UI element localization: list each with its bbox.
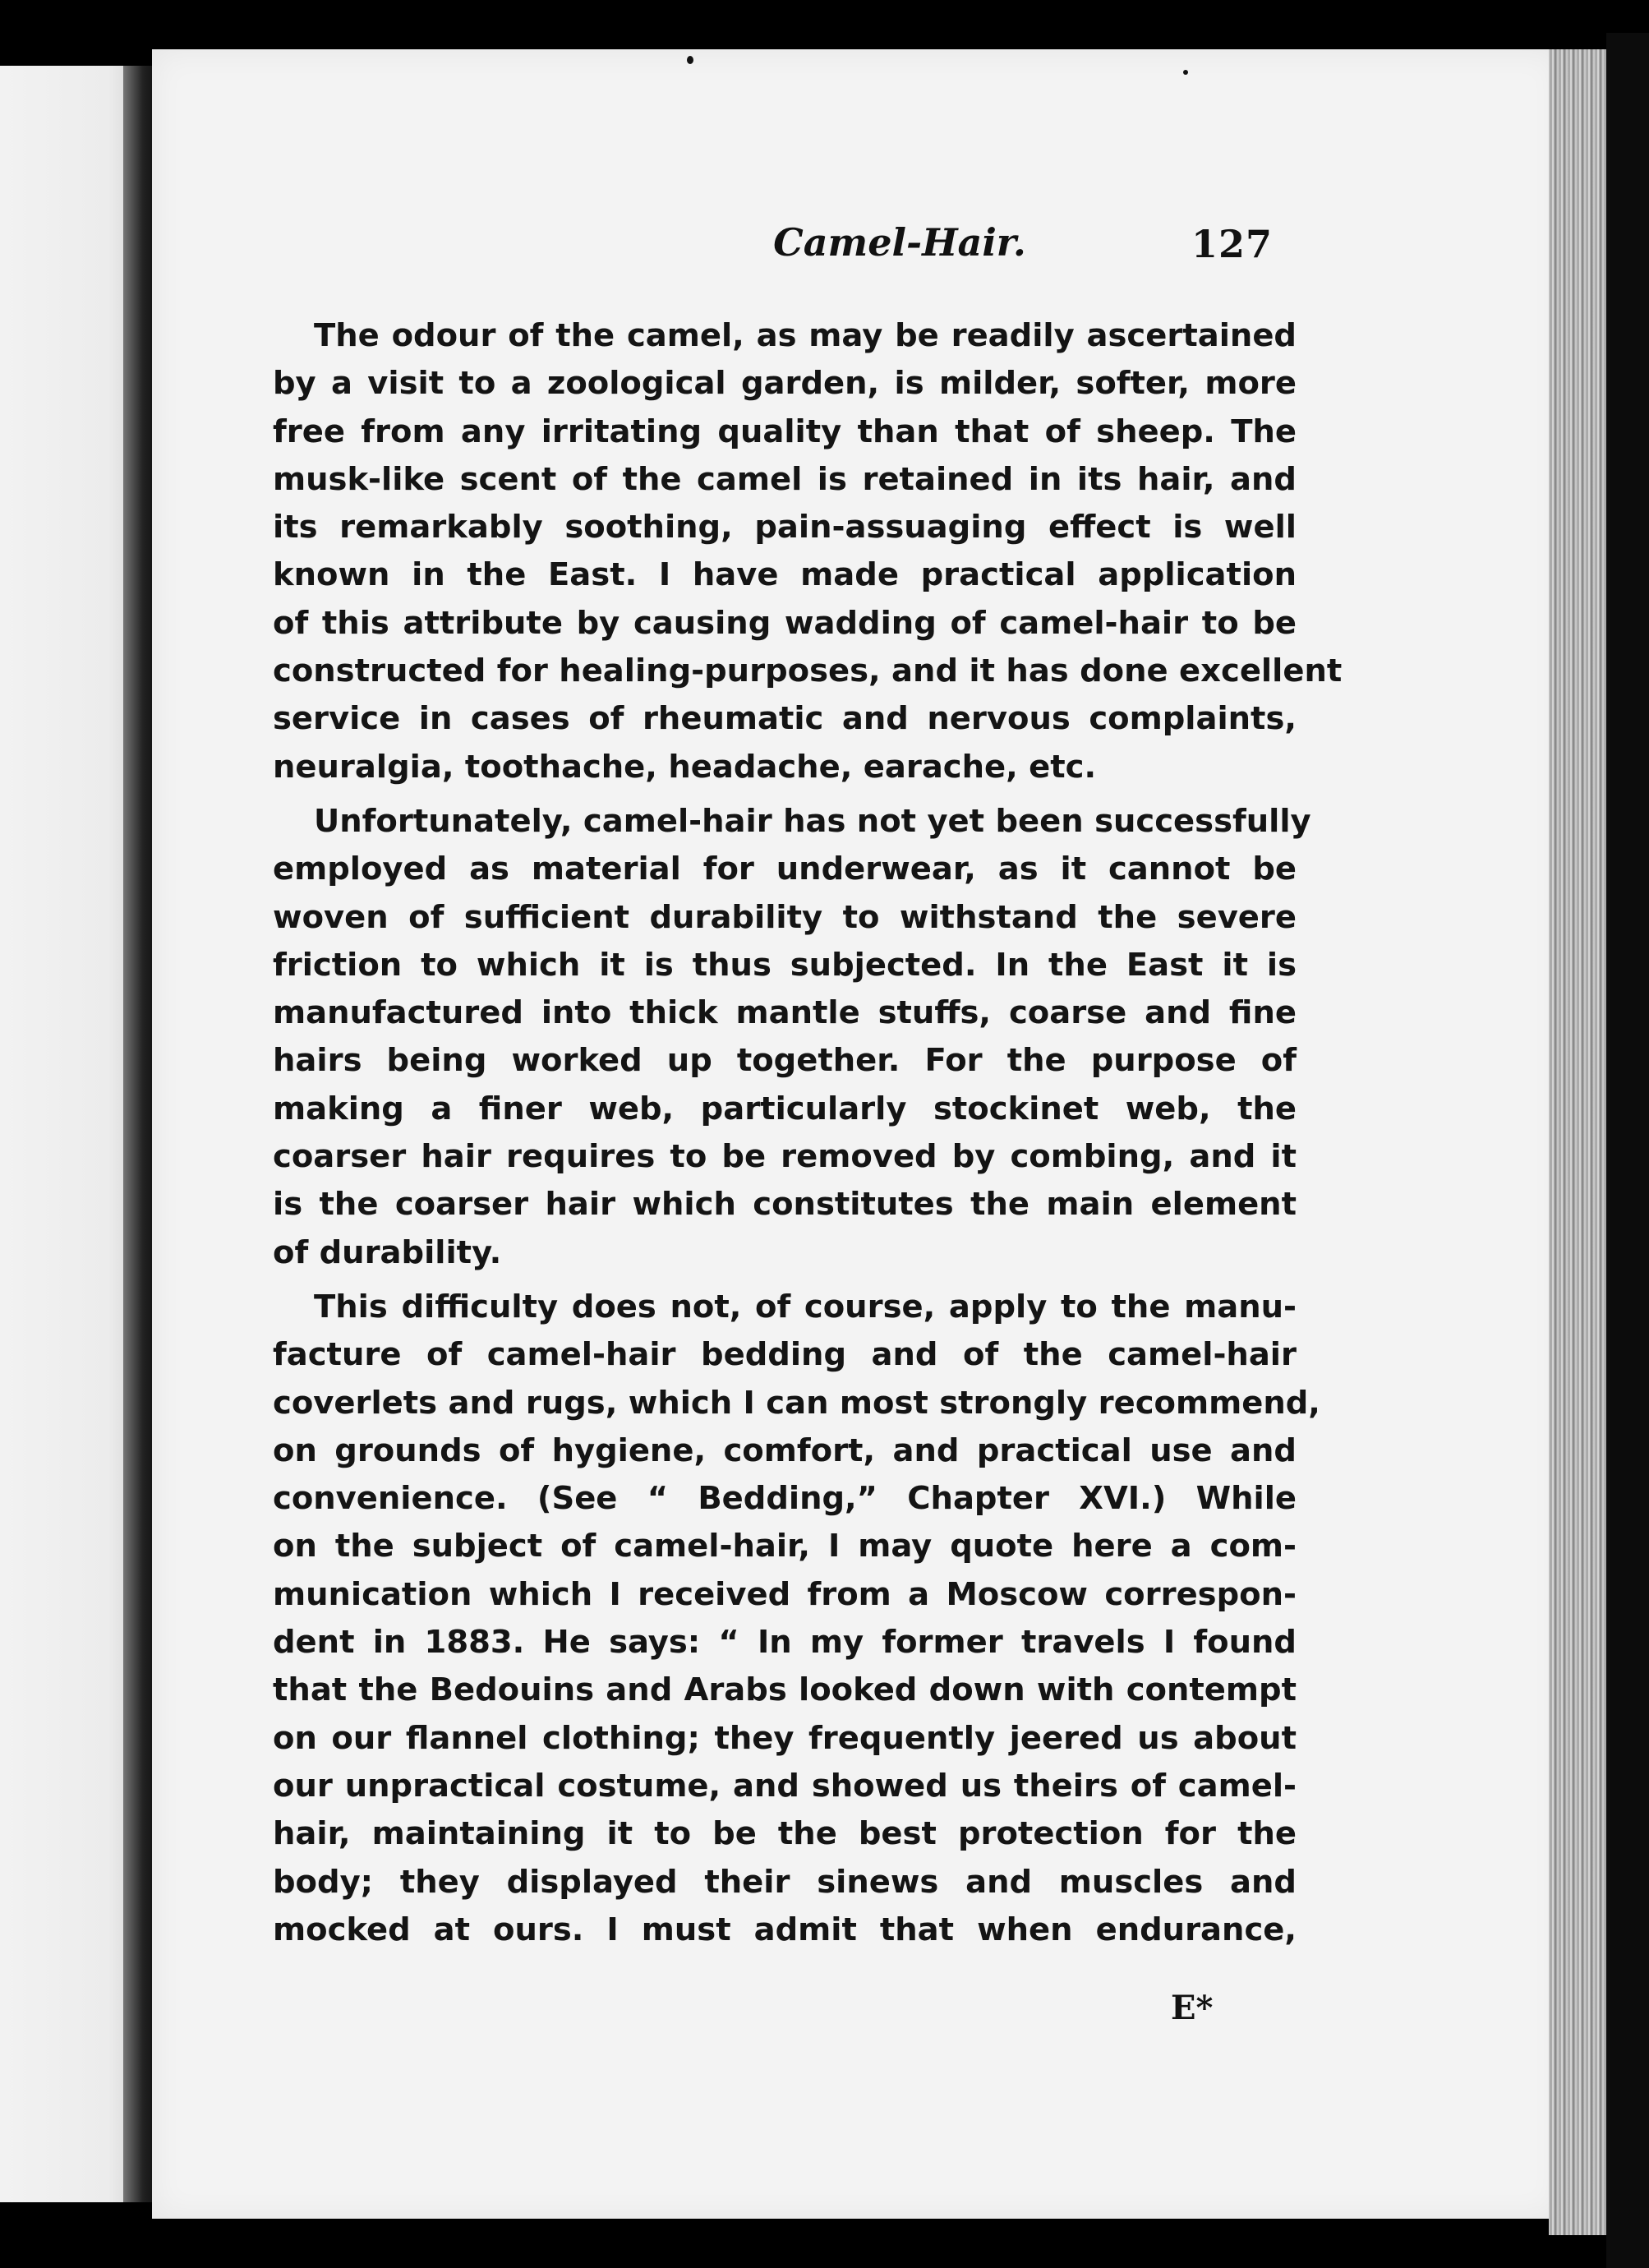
text-line: its remarkably soothing, pain-assuaging effect is well — [273, 509, 1297, 546]
text-line: neuralgia, toothache, headache, earache, etc. — [273, 748, 1097, 786]
text-line: on the subject of camel-hair, I may quote here a com- — [273, 1528, 1297, 1565]
text-line: manufactured into thick mantle stuffs, coarse and fine — [273, 994, 1297, 1032]
text-line: by a visit to a zoological garden, is milder, softer, more — [273, 365, 1297, 403]
text-line: Unfortunately, camel-hair has not yet been successfully — [314, 802, 1311, 840]
body-text — [273, 312, 1343, 1961]
previous-page-edge — [0, 66, 136, 2202]
text-line: friction to which it is thus subjected. In the East it is — [273, 946, 1297, 984]
ink-speck — [1183, 70, 1188, 75]
text-line: coverlets and rugs, which I can most strongly recommend, — [273, 1384, 1320, 1422]
signature-mark: E* — [1171, 1989, 1214, 2027]
paragraph-3 — [273, 1284, 1320, 1954]
paragraph-2 — [273, 798, 1311, 1277]
text-line: woven of sufficient durability to withstand the severe — [273, 898, 1297, 936]
text-line: This difficulty does not, of course, apply to the manu- — [314, 1288, 1297, 1325]
gutter-shadow — [123, 66, 156, 2202]
text-line: musk-like scent of the camel is retained in its hair, and — [273, 460, 1297, 498]
scan-border — [1606, 33, 1649, 2268]
text-line: making a finer web, particularly stockinet web, the — [273, 1090, 1297, 1127]
text-line: dent in 1883. He says: “ In my former travels I found — [273, 1624, 1297, 1662]
running-title: Camel-Hair. — [773, 220, 1026, 265]
text-line: free from any irritating quality than that of sheep. The — [273, 413, 1297, 450]
paragraph-1 — [273, 312, 1343, 791]
text-line: hairs being worked up together. For the purpose of — [273, 1042, 1297, 1080]
text-line: mocked at ours. I must admit that when endurance, — [273, 1911, 1297, 1948]
ink-speck — [687, 56, 693, 64]
text-line: constructed for healing-purposes, and it has done excellent — [273, 652, 1343, 690]
text-line: munication which I received from a Moscow correspon- — [273, 1575, 1297, 1613]
text-line: of durability. — [273, 1233, 502, 1271]
page-header — [152, 220, 1561, 286]
text-line: convenience. (See “ Bedding,” Chapter XVI.) While — [273, 1480, 1297, 1518]
text-line: hair, maintaining it to be the best protection for the — [273, 1815, 1297, 1853]
text-line: known in the East. I have made practical application — [273, 556, 1297, 594]
text-line: our unpractical costume, and showed us theirs of camel- — [273, 1767, 1297, 1805]
page-number: 127 — [1191, 222, 1274, 266]
text-line: of this attribute by causing wadding of camel-hair to be — [273, 604, 1297, 642]
text-line: employed as material for underwear, as it cannot be — [273, 850, 1297, 888]
text-line: The odour of the camel, as may be readily ascertained — [314, 317, 1297, 354]
page-fore-edge — [1549, 49, 1610, 2235]
text-line: body; they displayed their sinews and muscles and — [273, 1863, 1297, 1901]
text-line: facture of camel-hair bedding and of the camel-hair — [273, 1336, 1297, 1374]
text-line: is the coarser hair which constitutes the main element — [273, 1186, 1297, 1224]
text-line: on grounds of hygiene, comfort, and practical use and — [273, 1431, 1297, 1469]
text-line: that the Bedouins and Arabs looked down with contempt — [273, 1671, 1297, 1709]
text-line: coarser hair requires to be removed by combing, and it — [273, 1138, 1297, 1176]
text-line: service in cases of rheumatic and nervous complaints, — [273, 700, 1297, 738]
text-line: on our flannel clothing; they frequently jeered us about — [273, 1719, 1297, 1757]
